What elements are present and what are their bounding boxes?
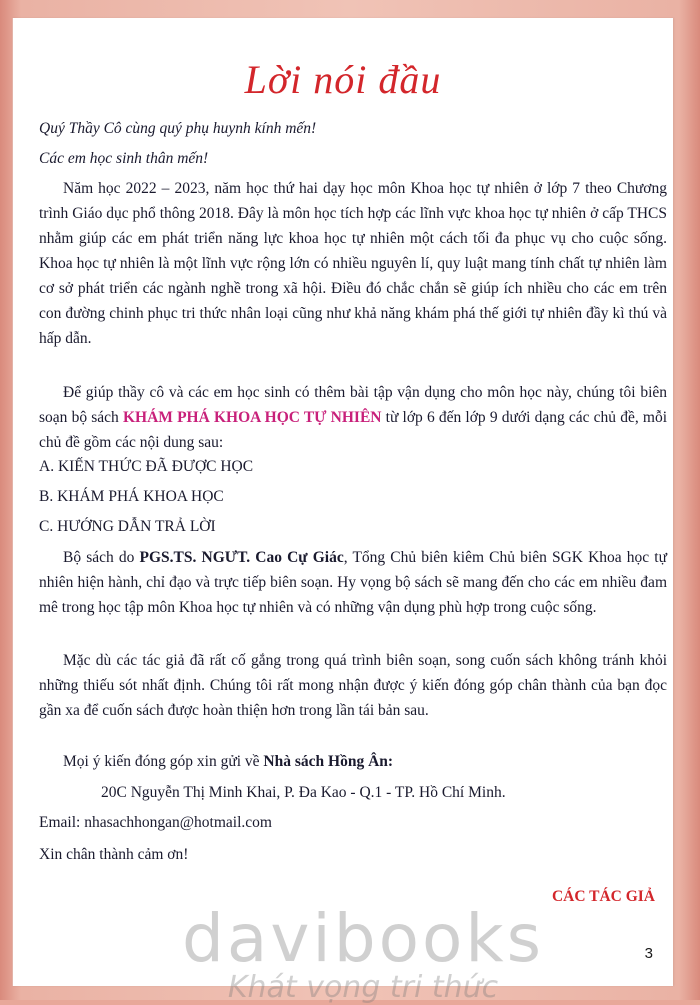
greeting-parents: Quý Thầy Cô cùng quý phụ huynh kính mến! <box>39 120 317 137</box>
signature-authors: CÁC TÁC GIẢ <box>551 888 655 905</box>
watermark-slogan: Khát vọng tri thức <box>227 970 499 1005</box>
publisher-address: 20C Nguyễn Thị Minh Khai, P. Đa Kao - Q.1 - TP. Hồ Chí Minh. <box>101 784 506 801</box>
greeting-students: Các em học sinh thân mến! <box>39 150 209 167</box>
contact-intro: Mọi ý kiến đóng góp xin gửi về <box>63 753 264 770</box>
paragraph-author <box>39 545 667 620</box>
content-item-a: A. KIẾN THỨC ĐÃ ĐƯỢC HỌC <box>39 458 254 475</box>
series-title: KHÁM PHÁ KHOA HỌC TỰ NHIÊN <box>122 409 382 426</box>
author-text-before: Bộ sách do <box>63 549 140 566</box>
series-text-after: từ lớp 6 đến lớp 9 dưới dạng các chủ đề, mỗi chủ đề gồm các nội dung sau: <box>39 409 668 451</box>
page-title: Lời nói đầu <box>244 57 442 102</box>
book-page <box>12 18 673 1005</box>
content-item-c: C. HƯỚNG DẪN TRẢ LỜI <box>39 518 216 535</box>
paragraph-series <box>39 380 667 455</box>
author-text-after: , Tổng Chủ biên kiêm Chủ biên SGK Khoa học tự nhiên hiện hành, chỉ đạo và trực tiếp biên soạn. Hy vọng bộ sách sẽ mang đến cho các em nhiều đam mê trong học tập môn Khoa học tự nhiên và có những vận dụng phù hợp trong cuộc sống. <box>39 549 667 616</box>
contact-email: Email: nhasachhongan@hotmail.com <box>39 814 272 831</box>
watermark-brand: davibooks <box>182 900 544 977</box>
author-name: PGS.TS. NGƯT. Cao Cự Giác <box>139 549 344 566</box>
publisher-name: Nhà sách Hồng Ân: <box>263 753 394 770</box>
contact-line <box>63 749 393 774</box>
content-item-b: B. KHÁM PHÁ KHOA HỌC <box>39 488 224 505</box>
series-text-before: Để giúp thầy cô và các em học sinh có thêm bài tập vận dụng cho môn học này, chúng tôi biên soạn bộ sách <box>39 384 667 426</box>
closing-thanks: Xin chân thành cảm ơn! <box>39 846 189 863</box>
page-number: 3 <box>644 945 653 962</box>
paragraph-intro: Năm học 2022 – 2023, năm học thứ hai dạy học môn Khoa học tự nhiên ở lớp 7 theo Chương trình Giáo dục phổ thông 2018. Đây là môn học tích hợp các lĩnh vực khoa học tự nhiên ở cấp THCS nhằm giúp các em phát triển năng lực khoa học tự nhiên một cách tối đa phục vụ cho cuộc sống. Khoa học tự nhiên là một lĩnh vực rộng lớn có nhiều nguyên lí, quy luật mang tính chất tự nhiên làm cơ sở phát triển các ngành nghề trong xã hội. Điều đó chắc chắn sẽ giúp ích nhiều cho các em trên con đường chinh phục tri thức nhân loại cũng như khả năng khám phá thế giới tự nhiên đầy kì thú và hấp dẫn. <box>39 180 667 347</box>
paragraph-feedback: Mặc dù các tác giả đã rất cố gắng trong quá trình biên soạn, song cuốn sách không tránh khỏi những thiếu sót nhất định. Chúng tôi rất mong nhận được ý kiến đóng góp chân thành của bạn đọc gần xa để cuốn sách được hoàn thiện hơn trong lần tái bản sau. <box>39 652 667 719</box>
